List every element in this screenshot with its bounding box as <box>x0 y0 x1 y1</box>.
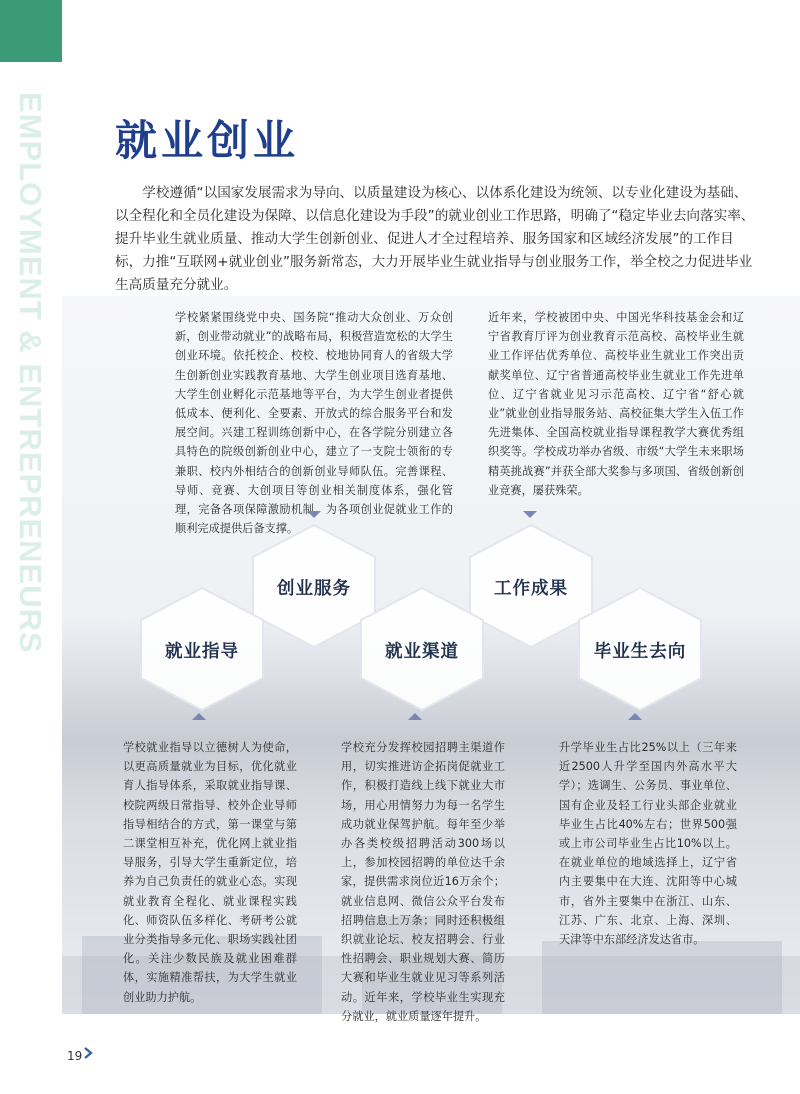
hex-label-graduate-destination: 毕业生去向 <box>593 642 687 662</box>
startup-service-text: 学校紧紧围绕党中央、国务院“推动大众创业、万众创新，创业带动就业”的战略布局，积极营造宽松的大学生创业环境。依托校企、校校、校地协同育人的省级大学生创新创业实践教育基地、大学生创业项目选育基地、大学生创业孵化示范基地等平台，为大学生创业者提供低成本、便利化、全要素、开放式的综合服务平台和发展空间。兴建工程训练创新中心，在各学院分别建立各具特色的院级创新创业中心，建立了一支院士领衔的专兼职、校内外相结合的创新创业导师队伍。完善课程、导师、竞赛、大创项目等创业相关制度体系，强化管理，完备各项保障激励机制，为各项创业促就业工作的顺利完成提供后备支撑。 <box>175 311 453 536</box>
work-results-text: 近年来，学校被团中央、中国光华科技基金会和辽宁省教育厅评为创业教育示范高校、高校毕业生就业工作评估优秀单位、高校毕业生就业工作突出贡献奖单位、辽宁省普通高校毕业生就业工作先进单位、辽宁省就业见习示范高校、辽宁省“舒心就业”就业创业指导服务站、高校征集大学生入伍工作先进集体、全国高校就业指导课程教学大赛优秀组织奖等。学校成功举办省级、市级“大学生未来职场精英挑战赛”并获全部大奖参与多项国、省级创新创业竞赛，屡获殊荣。 <box>488 311 744 497</box>
triangle-marker-left <box>307 511 321 518</box>
hex-label-employment-channels: 就业渠道 <box>385 642 459 662</box>
triangle-marker-bottom-right <box>628 713 642 720</box>
hex-label-startup-service: 创业服务 <box>277 579 351 599</box>
corner-block <box>0 0 62 62</box>
hex-label-employment-guidance: 就业指导 <box>165 642 239 662</box>
page-title: 就业创业 <box>115 116 300 165</box>
hex-label-work-results: 工作成果 <box>494 579 568 599</box>
triangle-marker-bottom-mid <box>408 713 422 720</box>
employment-guidance-text: 学校就业指导以立德树人为使命，以更高质量就业为目标，优化就业育人指导体系，采取就业指导课、校院两级日常指导、校外企业导师指导相结合的方式，第一课堂与第二课堂相互补充，优化网上就业指导服务，引导大学生重新定位，培养为自己负责任的就业心态。实现就业教育全程化、就业课程实践化、师资队伍多样化、考研考公就业分类指导多元化、职场实践社团化。关注少数民族及就业困难群体，实施精准帮扶，为大学生就业创业助力护航。 <box>123 741 297 1004</box>
chevron-right-icon <box>81 1046 95 1060</box>
triangle-marker-bottom-left <box>192 713 206 720</box>
side-vertical-text: EMPLOYMENT & ENTREPRENEURS <box>13 92 48 654</box>
graduate-destination-text: 升学毕业生占比25%以上（三年来近2500人升学至国内外高水平大学）；选调生、公务员、事业单位、国有企业及轻工行业头部企业就业毕业生占比40%左右；世界500强或上市公司毕业生占比10%以上。在就业单位的地域选择上，辽宁省内主要集中在大连、沈阳等中心城市，省外主要集中在浙江、山东、江苏、广东、北京、上海、深圳、天津等中东部经济发达省市。 <box>559 741 737 947</box>
triangle-marker-right <box>523 511 537 518</box>
page-number: 19 <box>67 1049 83 1063</box>
intro-paragraph: 学校遵循“以国家发展需求为导向、以质量建设为核心、以体系化建设为统领、以专业化建设为基础、以全程化和全员化建设为保障、以信息化建设为手段”的就业创业工作思路，明确了“稳定毕业去向落实率、提升毕业生就业质量、推动大学生创新创业、促进人才全过程培养、服务国家和区域经济发展”的工作目标，力推“互联网+就业创业”服务新常态，大力开展毕业生就业指导与创业服务工作，举全校之力促进毕业生高质量充分就业。 <box>115 185 755 293</box>
employment-channels-text: 学校充分发挥校园招聘主渠道作用，切实推进访企拓岗促就业工作，积极打造线上线下就业大市场，用心用情努力为每一名学生成功就业保驾护航。每年至少举办各类校级招聘活动300场以上，参加校园招聘的单位达千余家，提供需求岗位近16万余个；就业信息网、微信公众平台发布招聘信息上万条；同时还积极组织就业论坛、校友招聘会、行业性招聘会、职业规划大赛、简历大赛和毕业生就业见习等系列活动。近年来，学校毕业生实现充分就业，就业质量逐年提升。 <box>341 741 505 1023</box>
